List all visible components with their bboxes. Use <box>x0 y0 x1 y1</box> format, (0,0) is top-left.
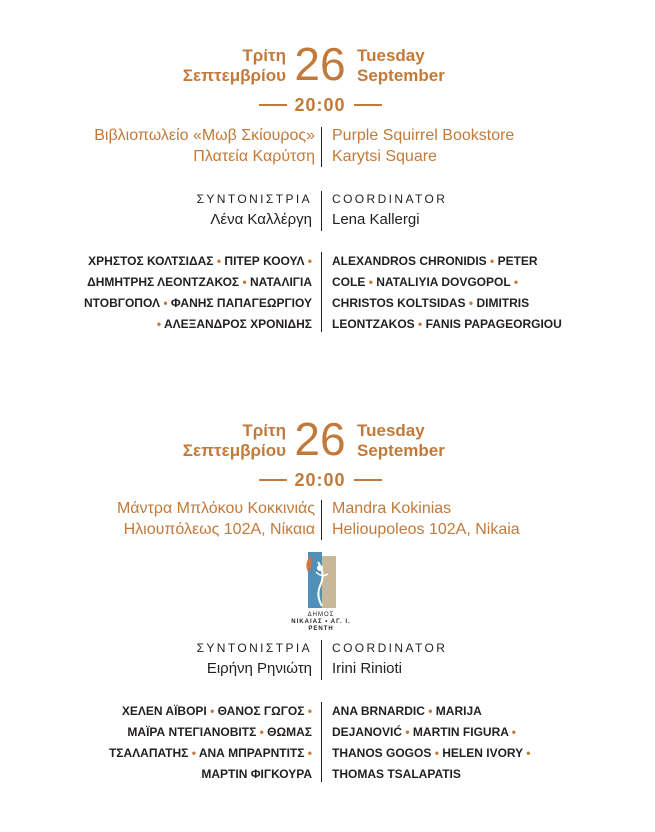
participant-name: MARTIN FIGURA <box>412 725 509 739</box>
event2-venue-greek-line1: Μάντρα Μπλόκου Κοκκινιάς <box>116 500 315 517</box>
participants-line <box>332 722 530 743</box>
participant-name: PETER <box>497 254 538 268</box>
separator-dot: • <box>242 275 247 289</box>
event2-day-english: Tuesday <box>357 421 425 440</box>
participant-name: DEJANOVIĆ <box>332 725 403 739</box>
event2-coordinator-name-greek: Ειρήνη Ρηνιώτη <box>206 660 312 677</box>
event1-day-greek: Τρίτη <box>242 46 286 65</box>
participant-name: ΝΤΟΒΓΟΠΟΛ <box>83 296 160 310</box>
separator-dot: • <box>490 254 495 268</box>
separator-dot: • <box>526 746 531 760</box>
participant-name: NATALIYIA DOVGOPOL <box>376 275 511 289</box>
event1-venue-greek-line1: Βιβλιοπωλείο «Μωβ Σκίουρος» <box>94 127 315 144</box>
event2-day-number: 26 <box>294 413 346 465</box>
participants-line <box>84 314 312 335</box>
event2-venue-english-line2: Helioupoleos 102A, Nikaia <box>332 521 520 538</box>
separator-dot: • <box>216 254 222 268</box>
participant-name: FANIS PAPAGEORGIOU <box>425 317 562 331</box>
column-divider <box>321 127 322 167</box>
participant-name: ΑΝΑ ΜΠΡΑΡΝΤΙΤΣ <box>198 746 305 760</box>
event2-participants-english <box>332 701 530 785</box>
participant-name: ΘΩΜΑΣ <box>267 725 312 739</box>
event2-venue <box>0 498 655 542</box>
participants-line <box>332 272 562 293</box>
event2-venue-english-line1: Mandra Kokinias <box>332 500 452 517</box>
separator-dot: • <box>428 704 433 718</box>
participants-line <box>332 701 530 722</box>
event1-venue-greek <box>94 125 315 167</box>
participants-line <box>332 764 530 785</box>
participants-line <box>332 314 562 335</box>
participants-line <box>332 293 562 314</box>
event2-date-english <box>357 421 445 461</box>
event1-coordinator-name-english: Lena Kallergi <box>332 211 420 228</box>
participant-name: ALEXANDROS CHRONIDIS <box>332 254 487 268</box>
separator-dot: • <box>259 725 264 739</box>
participant-name: ΝΑΤΑΛΙΓΙΑ <box>250 275 312 289</box>
column-divider <box>321 191 322 231</box>
event2-coordinator-label-english: COORDINATOR <box>332 641 448 655</box>
event1-coordinator <box>0 191 655 231</box>
time-rule-right <box>354 104 382 106</box>
separator-dot: • <box>513 275 519 289</box>
event1-venue-english <box>332 125 514 167</box>
separator-dot: • <box>191 746 196 760</box>
event2-month-greek: Σεπτεμβρίου <box>182 441 286 460</box>
separator-dot: • <box>405 725 410 739</box>
event2-time <box>0 469 655 491</box>
participants-line <box>332 251 562 272</box>
participants-line <box>84 272 312 293</box>
participant-name: ΧΕΛΕΝ ΑΪΒΟΡΙ <box>121 704 207 718</box>
event1-venue-greek-line2: Πλατεία Καρύτση <box>193 148 315 165</box>
event1-month-greek: Σεπτεμβρίου <box>182 66 286 85</box>
participant-name: ΑΛΕΞΑΝΔΡΟΣ ΧΡΟΝΙΔΗΣ <box>163 317 312 331</box>
separator-dot: • <box>434 746 439 760</box>
participant-name: ΜΑΪΡΑ ΝΤΕΓΙΑΝΟΒΙΤΣ <box>127 725 257 739</box>
logo-caption-line1: ΔΗΜΟΣ <box>307 612 335 618</box>
event2-date <box>0 413 655 477</box>
participant-name: DIMITRIS <box>476 296 530 310</box>
participant-name: HELEN IVORY <box>442 746 523 760</box>
separator-dot: • <box>163 296 168 310</box>
participant-name: THANOS GOGOS <box>332 746 432 760</box>
event1-coordinator-name-greek: Λένα Καλλέργη <box>210 211 312 228</box>
event2-coordinator-name-english: Irini Rinioti <box>332 660 403 677</box>
participants-line <box>109 722 312 743</box>
participants-line <box>109 701 312 722</box>
event2-participants-greek <box>109 701 312 785</box>
event2-venue-english <box>332 498 520 540</box>
participant-name: ΠΙΤΕΡ ΚΟΟΥΛ <box>224 254 305 268</box>
event2-date-greek <box>183 421 286 461</box>
participants-line <box>332 743 530 764</box>
time-rule-right <box>354 479 382 481</box>
separator-dot: • <box>307 704 312 718</box>
participants-line <box>84 251 312 272</box>
separator-dot: • <box>418 317 423 331</box>
event2-venue-greek-line2: Ηλιουπόλεως 102Α, Νίκαια <box>123 521 315 538</box>
participant-name: ΔΗΜΗΤΡΗΣ ΛΕΟΝΤΖΑΚΟΣ <box>87 275 240 289</box>
participant-name: ΤΣΑΛΑΠΑΤΗΣ <box>108 746 189 760</box>
event1-participants-english <box>332 251 562 335</box>
column-divider <box>321 500 322 540</box>
event1-venue-english-line1: Purple Squirrel Bookstore <box>332 127 515 144</box>
logo-caption-line2: ΝΙΚΑΙΑΣ • ΑΓ. Ι. ΡΕΝΤΗ <box>291 619 351 632</box>
participant-name: MARIJA <box>435 704 482 718</box>
event1-day-number: 26 <box>294 38 346 90</box>
event1-month-english: September <box>357 66 445 85</box>
separator-dot: • <box>307 746 312 760</box>
separator-dot: • <box>210 704 215 718</box>
event1-coordinator-label-english: COORDINATOR <box>332 192 448 206</box>
event2-venue-greek <box>117 498 315 540</box>
event2-month-english: September <box>357 441 445 460</box>
event1-venue-english-line2: Karytsi Square <box>332 148 437 165</box>
event2-coordinator-label-greek: ΣΥΝΤΟΝΙΣΤΡΙΑ <box>196 641 312 655</box>
event1-date <box>0 38 655 102</box>
time-rule-left <box>259 104 287 106</box>
event2-time-text: 20:00 <box>294 470 346 490</box>
time-rule-left <box>259 479 287 481</box>
event1-date-greek <box>183 46 286 86</box>
separator-dot: • <box>468 296 474 310</box>
participant-name: ΘΑΝΟΣ ΓΩΓΟΣ <box>217 704 305 718</box>
event1-date-english <box>357 46 445 86</box>
separator-dot: • <box>511 725 516 739</box>
column-divider <box>321 252 322 332</box>
participant-name: ANA BRNARDIC <box>332 704 425 718</box>
event1-day-english: Tuesday <box>357 46 425 65</box>
participant-name: COLE <box>332 275 366 289</box>
event1-time-text: 20:00 <box>294 95 346 115</box>
column-divider <box>321 702 322 782</box>
participant-name: ΦΑΝΗΣ ΠΑΠΑΓΕΩΡΓΙΟΥ <box>170 296 312 310</box>
event1-venue <box>0 125 655 169</box>
event2-coordinator <box>0 640 655 680</box>
event2-day-greek: Τρίτη <box>242 421 286 440</box>
event1-participants-greek <box>84 251 312 335</box>
participants-line <box>84 293 312 314</box>
participant-name: ΧΡΗΣΤΟΣ ΚΟΛΤΣΙΔΑΣ <box>88 254 214 268</box>
event1-time <box>0 94 655 116</box>
separator-dot: • <box>156 317 162 331</box>
participant-name: ΜΑΡΤΙΝ ΦΙΓΚΟΥΡΑ <box>201 767 312 781</box>
municipality-logo-caption <box>280 612 362 633</box>
column-divider <box>321 640 322 680</box>
participants-line <box>109 743 312 764</box>
event1-coordinator-label-greek: ΣΥΝΤΟΝΙΣΤΡΙΑ <box>196 192 312 206</box>
separator-dot: • <box>307 254 312 268</box>
participant-name: CHRISTOS KOLTSIDAS <box>332 296 466 310</box>
participant-name: LEONTZAKOS <box>332 317 415 331</box>
participants-line <box>109 764 312 785</box>
participant-name: THOMAS TSALAPATIS <box>332 767 461 781</box>
separator-dot: • <box>368 275 373 289</box>
